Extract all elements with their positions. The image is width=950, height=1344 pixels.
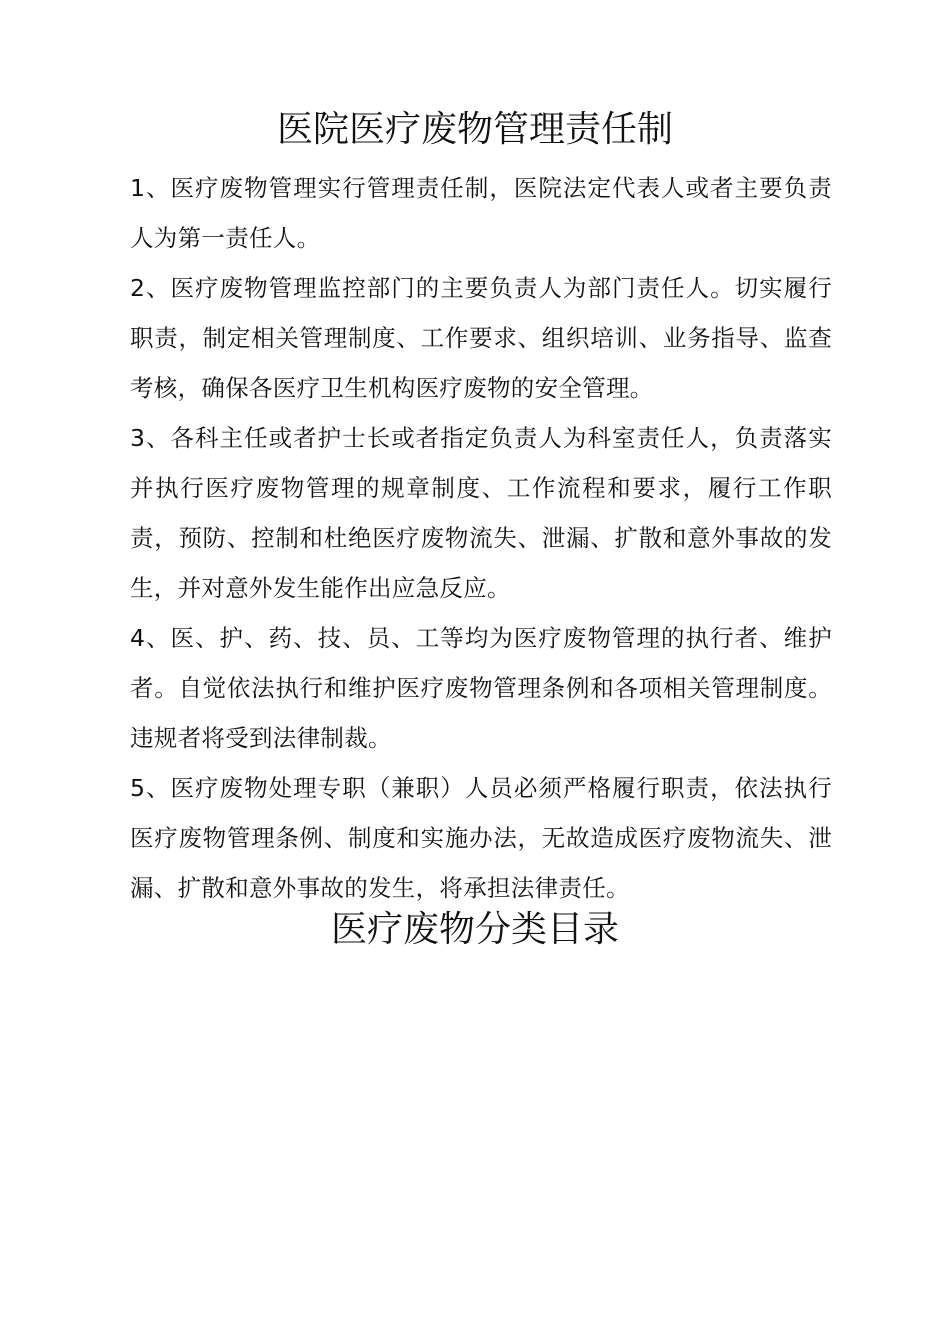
clause-5: 5、医疗废物处理专职（兼职）人员必须严格履行职责，依法执行医疗废物管理条例、制度和实施办法，无故造成医疗废物流失、泄漏、扩散和意外事故的发生，将承担法律责任。: [130, 774, 832, 902]
clause-4: 4、医、护、药、技、员、工等均为医疗废物管理的执行者、维护者。自觉依法执行和维护医疗废物管理条例和各项相关管理制度。违规者将受到法律制裁。: [130, 624, 832, 752]
clause-2: 2、医疗废物管理监控部门的主要负责人为部门责任人。切实履行职责，制定相关管理制度、工作要求、组织培训、业务指导、监查考核，确保各医疗卫生机构医疗废物的安全管理。: [130, 274, 832, 402]
document-title: 医院医疗废物管理责任制: [276, 109, 673, 150]
clause-list: [130, 163, 832, 913]
clause-1: 1、医疗废物管理实行管理责任制，医院法定代表人或者主要负责人为第一责任人。: [130, 174, 832, 252]
section-title-waste-catalog: 医疗废物分类目录: [330, 909, 619, 950]
clause-3: 3、各科主任或者护士长或者指定负责人为科室责任人，负责落实并执行医疗废物管理的规章制度、工作流程和要求，履行工作职责，预防、控制和杜绝医疗废物流失、泄漏、扩散和意外事故的发生，并对意外发生能作出应急反应。: [130, 424, 832, 602]
